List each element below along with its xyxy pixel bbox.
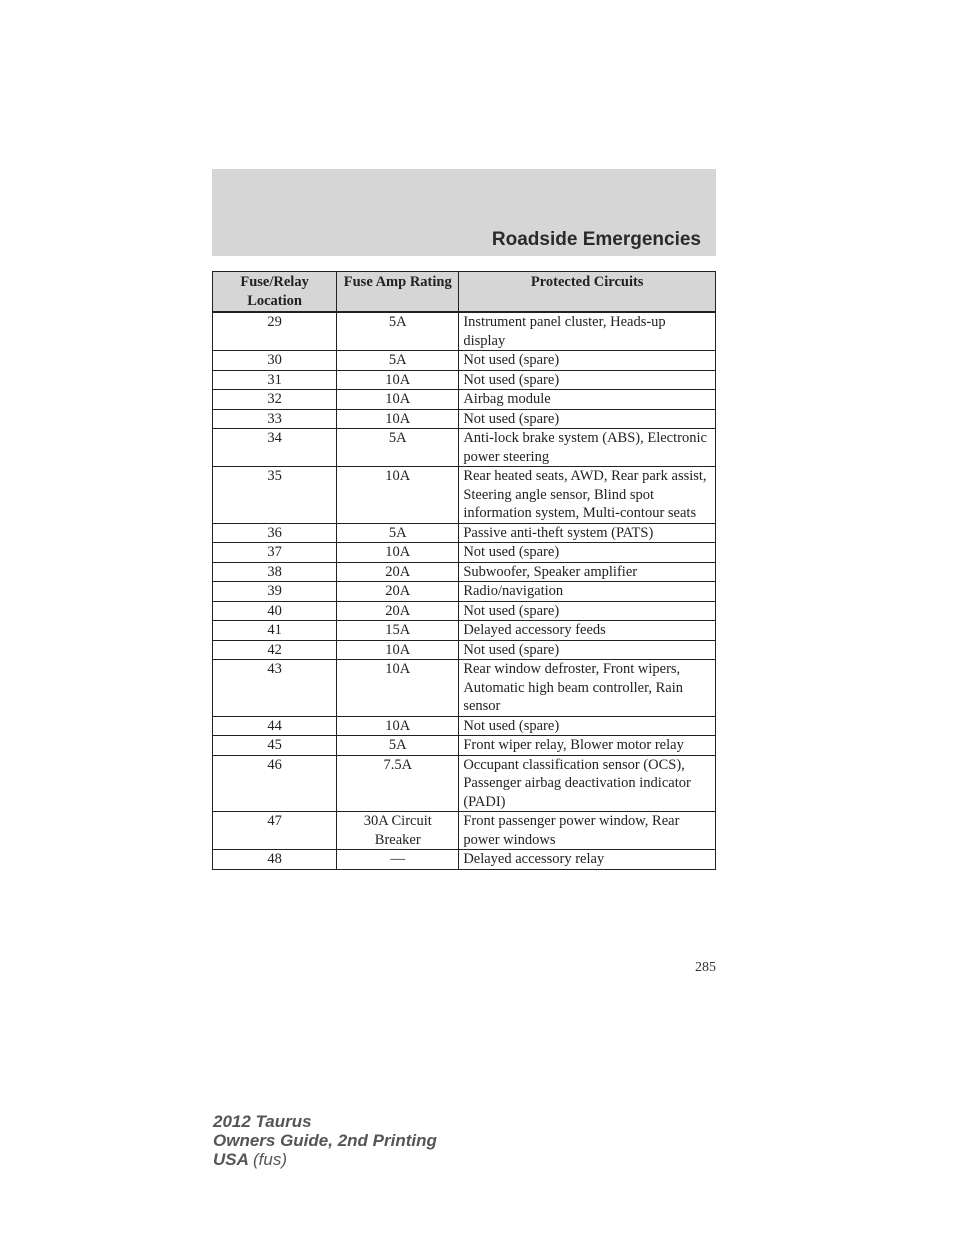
protected-circuits-cell: Airbag module	[459, 390, 716, 410]
column-header-rating: Fuse Amp Rating	[337, 272, 459, 313]
fuse-rating-cell: 5A	[337, 736, 459, 756]
fuse-location-cell: 33	[213, 409, 337, 429]
footer-line-guide: Owners Guide, 2nd Printing	[213, 1131, 437, 1150]
table-row	[213, 716, 716, 736]
fuse-rating-cell: 15A	[337, 621, 459, 641]
fuse-rating-cell: 7.5A	[337, 755, 459, 812]
protected-circuits-cell: Not used (spare)	[459, 640, 716, 660]
fuse-location-cell: 40	[213, 601, 337, 621]
table-body	[213, 312, 716, 869]
protected-circuits-cell: Not used (spare)	[459, 370, 716, 390]
table-row	[213, 543, 716, 563]
fuse-location-cell: 39	[213, 582, 337, 602]
protected-circuits-cell: Not used (spare)	[459, 543, 716, 563]
protected-circuits-cell: Subwoofer, Speaker amplifier	[459, 562, 716, 582]
protected-circuits-cell: Rear window defroster, Front wipers, Automatic high beam controller, Rain sensor	[459, 660, 716, 717]
column-header-circuits: Protected Circuits	[459, 272, 716, 313]
fuse-rating-cell: 10A	[337, 660, 459, 717]
fuse-rating-cell: 10A	[337, 716, 459, 736]
table-row	[213, 640, 716, 660]
footer-region: USA	[213, 1150, 249, 1169]
table-row	[213, 582, 716, 602]
table-row	[213, 523, 716, 543]
protected-circuits-cell: Delayed accessory feeds	[459, 621, 716, 641]
table-row	[213, 429, 716, 467]
fuse-location-cell: 43	[213, 660, 337, 717]
fuse-location-cell: 48	[213, 850, 337, 870]
protected-circuits-cell: Radio/navigation	[459, 582, 716, 602]
fuse-location-cell: 45	[213, 736, 337, 756]
fuse-rating-cell: 20A	[337, 601, 459, 621]
table-row	[213, 755, 716, 812]
fuse-location-cell: 35	[213, 467, 337, 524]
protected-circuits-cell: Anti-lock brake system (ABS), Electronic power steering	[459, 429, 716, 467]
table-row	[213, 467, 716, 524]
table-row	[213, 562, 716, 582]
section-title: Roadside Emergencies	[491, 229, 701, 250]
section-header-band	[212, 169, 716, 256]
protected-circuits-cell: Not used (spare)	[459, 716, 716, 736]
protected-circuits-cell: Front wiper relay, Blower motor relay	[459, 736, 716, 756]
table-row	[213, 850, 716, 870]
fuse-rating-cell: 10A	[337, 467, 459, 524]
table-row	[213, 812, 716, 850]
protected-circuits-cell: Not used (spare)	[459, 409, 716, 429]
fuse-rating-cell: 30A Circuit Breaker	[337, 812, 459, 850]
table-row	[213, 660, 716, 717]
fuse-rating-cell: 20A	[337, 582, 459, 602]
fuse-location-cell: 44	[213, 716, 337, 736]
protected-circuits-cell: Instrument panel cluster, Heads-up display	[459, 312, 716, 351]
fuse-location-cell: 29	[213, 312, 337, 351]
protected-circuits-cell: Passive anti-theft system (PATS)	[459, 523, 716, 543]
fuse-rating-cell: 20A	[337, 562, 459, 582]
table-row	[213, 351, 716, 371]
fuse-rating-cell: 5A	[337, 523, 459, 543]
fuse-rating-cell: 10A	[337, 370, 459, 390]
table-row	[213, 312, 716, 351]
fuse-rating-cell: —	[337, 850, 459, 870]
table-row	[213, 601, 716, 621]
fuse-rating-cell: 10A	[337, 390, 459, 410]
fuse-location-cell: 32	[213, 390, 337, 410]
table-row	[213, 390, 716, 410]
table-row	[213, 409, 716, 429]
table-row	[213, 621, 716, 641]
protected-circuits-cell: Occupant classification sensor (OCS), Passenger airbag deactivation indicator (PADI)	[459, 755, 716, 812]
fuse-location-cell: 41	[213, 621, 337, 641]
fuse-location-cell: 38	[213, 562, 337, 582]
fuse-rating-cell: 5A	[337, 351, 459, 371]
footer-line-region	[213, 1150, 437, 1169]
fuse-location-cell: 30	[213, 351, 337, 371]
table-row	[213, 736, 716, 756]
fuse-rating-cell: 10A	[337, 543, 459, 563]
protected-circuits-cell: Not used (spare)	[459, 351, 716, 371]
column-header-location: Fuse/Relay Location	[213, 272, 337, 313]
footer-publication-info	[213, 1112, 437, 1169]
fuse-table	[212, 271, 716, 870]
fuse-rating-cell: 5A	[337, 312, 459, 351]
protected-circuits-cell: Delayed accessory relay	[459, 850, 716, 870]
table-row	[213, 370, 716, 390]
fuse-location-cell: 34	[213, 429, 337, 467]
fuse-rating-cell: 10A	[337, 640, 459, 660]
fuse-location-cell: 42	[213, 640, 337, 660]
footer-region-code: (fus)	[253, 1150, 287, 1169]
fuse-location-cell: 36	[213, 523, 337, 543]
fuse-location-cell: 31	[213, 370, 337, 390]
fuse-rating-cell: 5A	[337, 429, 459, 467]
protected-circuits-cell: Front passenger power window, Rear power windows	[459, 812, 716, 850]
footer-line-model: 2012 Taurus	[213, 1112, 312, 1131]
fuse-location-cell: 46	[213, 755, 337, 812]
protected-circuits-cell: Not used (spare)	[459, 601, 716, 621]
page-number: 285	[695, 960, 716, 975]
protected-circuits-cell: Rear heated seats, AWD, Rear park assist, Steering angle sensor, Blind spot information system, Multi-contour seats	[459, 467, 716, 524]
fuse-rating-cell: 10A	[337, 409, 459, 429]
table-header-row	[213, 272, 716, 313]
fuse-location-cell: 37	[213, 543, 337, 563]
fuse-location-cell: 47	[213, 812, 337, 850]
